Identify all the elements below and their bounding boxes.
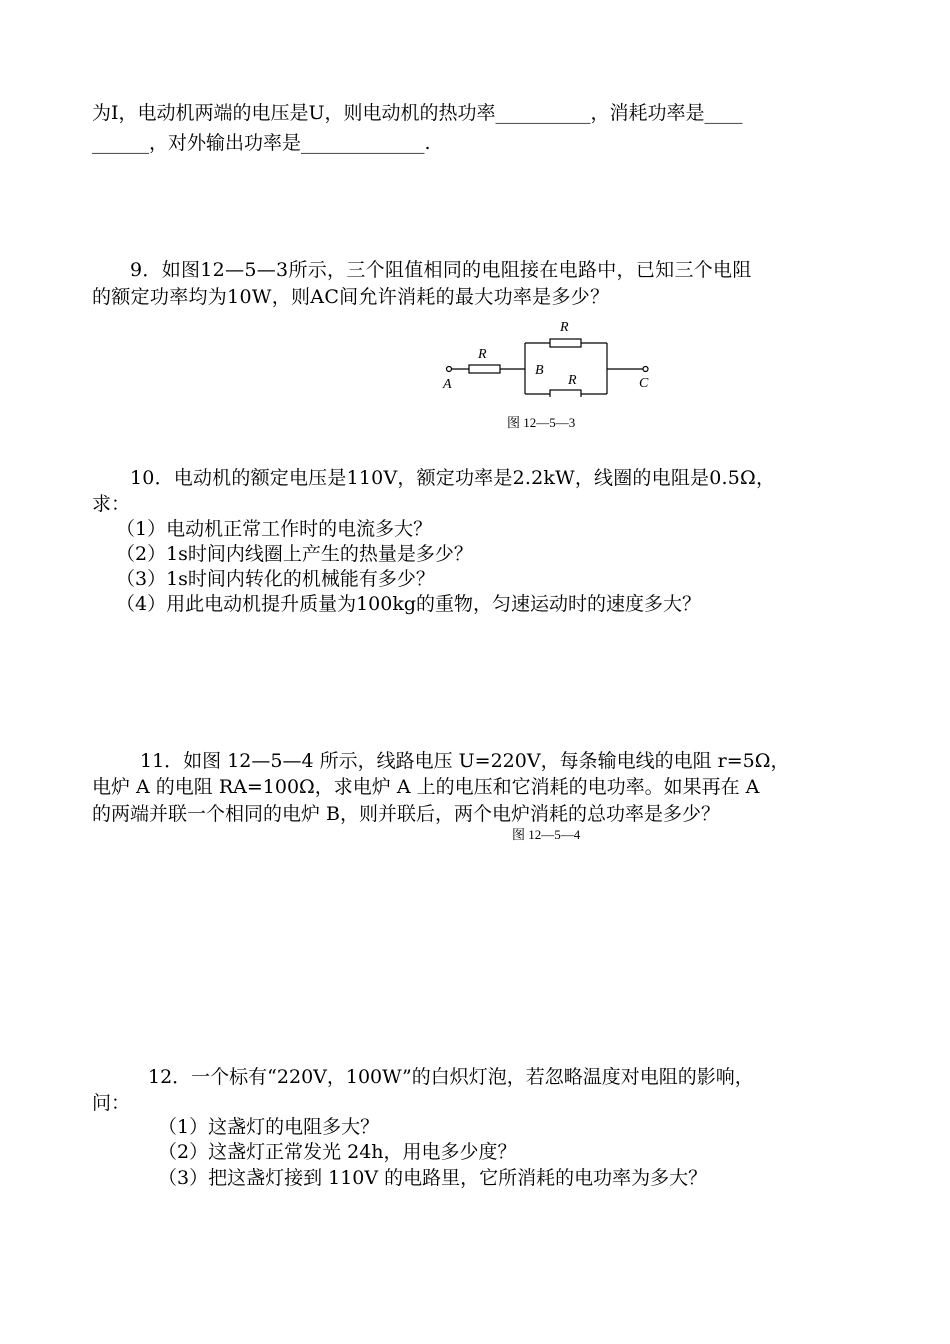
label-b: B [535,363,544,378]
q9-line-1: 9．如图12—5—3所示，三个阻值相同的电阻接在电路中，已知三个电阻 [130,259,752,281]
terminal-a [447,367,452,372]
q12-item-1: （1）这盏灯的电阻多大？ [158,1116,380,1138]
resistor-top [550,339,581,347]
label-c: C [639,376,649,391]
q10-item-4: （4）用此电动机提升质量为100kg的重物，匀速运动时的速度多大？ [116,593,702,615]
q12-item-2: （2）这盏灯正常发光 24h，用电多少度？ [158,1141,517,1163]
label-a: A [443,377,452,392]
label-r-bottom: R [568,373,577,388]
circuit-figure-12-5-3 [440,312,660,397]
figure-caption-12-5-4: 图 12—5—4 [512,827,581,842]
q11-line-2: 电炉 A 的电阻 RA=100Ω，求电炉 A 上的电压和它消耗的电功率。如果再在 A [92,776,760,798]
q10-line-1: 10．电动机的额定电压是110V，额定功率是2.2kW，线圈的电阻是0.5Ω， [130,467,776,489]
figure-caption-12-5-3: 图 12—5—3 [507,415,576,430]
label-r-left: R [478,347,487,362]
q10-line-2: 求： [92,493,131,515]
label-r-top: R [560,320,569,335]
q12-item-3: （3）把这盏灯接到 110V 的电路里，它所消耗的电功率为多大？ [158,1167,708,1189]
q10-item-2: （2）1s时间内线圈上产生的热量是多少？ [116,543,473,565]
q8-line-1: 为I，电动机两端的电压是U，则电动机的热功率__________，消耗功率是____ [92,102,743,124]
q8-line-2: ______，对外输出功率是_____________. [92,132,431,154]
q12-line-1: 12．一个标有“220V，100W”的白炽灯泡，若忽略温度对电阻的影响， [148,1066,754,1088]
q10-item-3: （3）1s时间内转化的机械能有多少？ [116,568,435,590]
q11-line-3: 的两端并联一个相同的电炉 B，则并联后，两个电炉消耗的总功率是多少？ [92,803,721,825]
q12-line-2: 问： [92,1092,131,1114]
q10-item-1: （1）电动机正常工作时的电流多大？ [116,518,433,540]
resistor-left [469,365,500,373]
q9-line-2: 的额定功率均为10W，则AC间允许消耗的最大功率是多少？ [92,286,610,308]
q11-line-1: 11．如图 12—5—4 所示，线路电压 U=220V，每条输电线的电阻 r=5Ω， [140,750,790,772]
resistor-bottom [550,390,581,397]
terminal-c [643,367,648,372]
